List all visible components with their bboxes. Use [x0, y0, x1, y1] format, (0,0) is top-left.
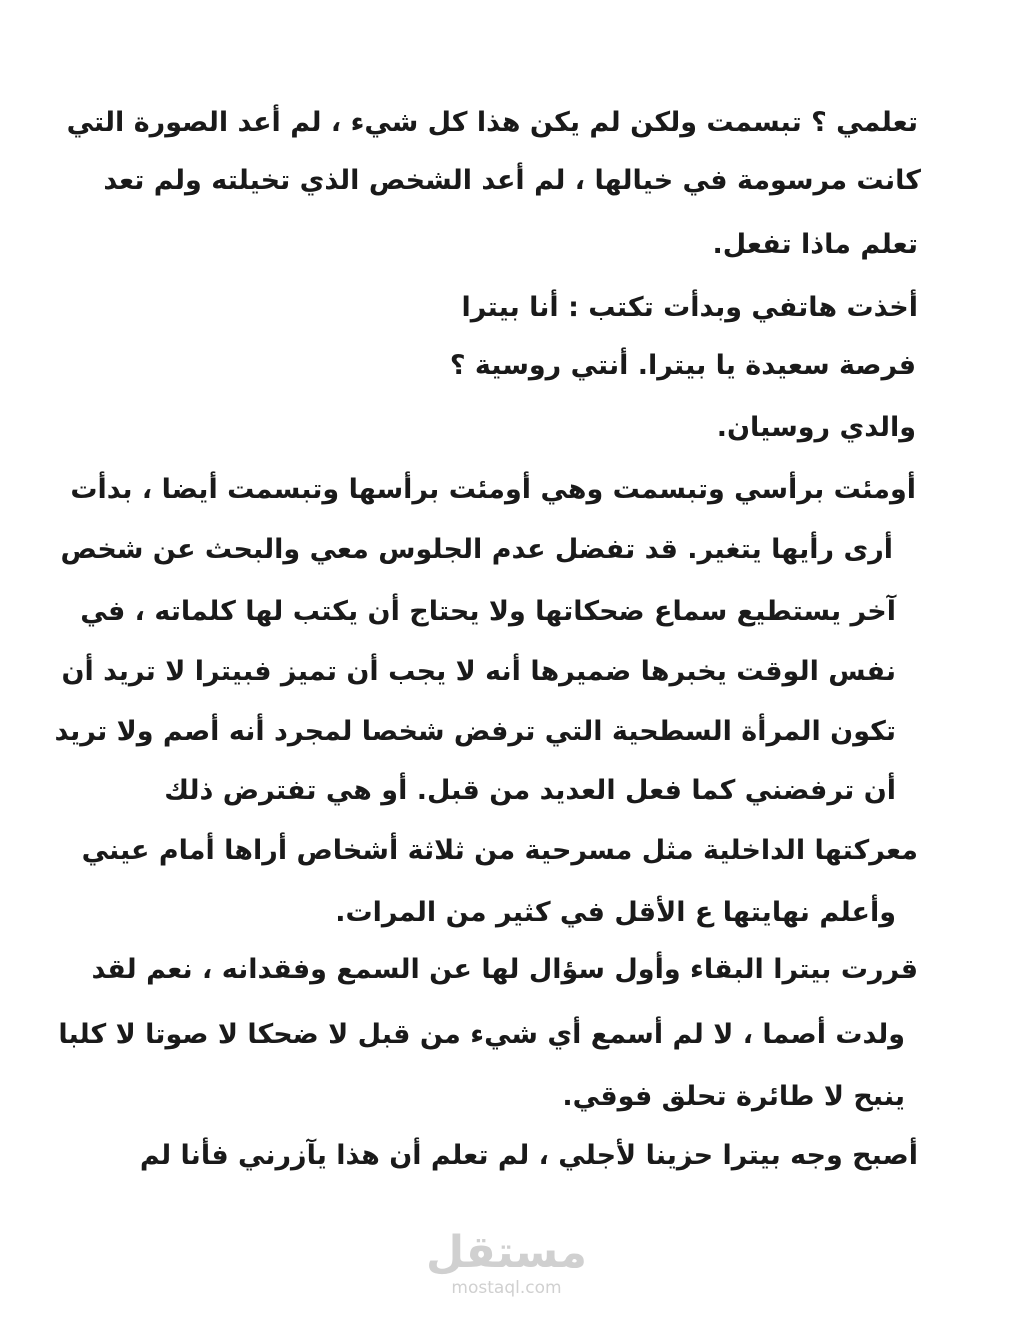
watermark-url: mostaql.com: [451, 1278, 562, 1298]
text-line-13: معركتها الداخلية مثل مسرحية من ثلاثة أشخاص أراها أمام عيني: [81, 835, 918, 866]
text-line-8: أرى رأيها يتغير. قد تفضل عدم الجلوس معي والبحث عن شخص: [60, 534, 893, 565]
text-line-14: وأعلم نهايتها ع الأقل في كثير من المرات.: [335, 897, 896, 928]
text-line-2: كانت مرسومة في خيالها ، لم أعد الشخص الذي تخيلته ولم تعد: [103, 165, 921, 196]
text-line-6: والدي روسيان.: [716, 412, 916, 443]
text-line-10: نفس الوقت يخبرها ضميرها أنه لا يجب أن تميز فبيترا لا تريد أن: [61, 656, 896, 687]
text-line-7: أومئت برأسي وتبسمت وهي أومئت برأسها وتبسمت أيضا ، بدأت: [70, 474, 916, 505]
text-line-11: تكون المرأة السطحية التي ترفض شخصا لمجرد أنه أصم ولا تريد: [54, 716, 896, 747]
text-line-4: أخذت هاتفي وبدأت تكتب : أنا بيترا: [461, 292, 918, 323]
text-line-9: آخر يستطيع سماع ضحكاتها ولا يحتاج أن يكتب لها كلماته ، في: [80, 596, 896, 627]
text-line-12: أن ترفضني كما فعل العديد من قبل. أو هي تفترض ذلك: [164, 775, 896, 806]
text-line-15: قررت بيترا البقاء وأول سؤال لها عن السمع وفقدانه ، نعم لقد: [91, 954, 918, 985]
watermark-logo: مستقل: [426, 1227, 587, 1278]
text-line-16: ولدت أصما ، لا لم أسمع أي شيء من قبل لا ضحكا لا صوتا لا كلبا: [58, 1019, 905, 1050]
text-line-3: تعلم ماذا تفعل.: [712, 229, 918, 260]
text-line-17: ينبح لا طائرة تحلق فوقي.: [562, 1081, 905, 1112]
text-line-5: فرصة سعيدة يا بيترا. أنتي روسية ؟: [449, 350, 916, 381]
text-line-1: تعلمي ؟ تبسمت ولكن لم يكن هذا كل شيء ، لم أعد الصورة التي: [66, 107, 918, 138]
text-line-18: أصبح وجه بيترا حزينا لأجلي ، لم تعلم أن هذا يآزرني فأنا لم: [139, 1140, 918, 1171]
